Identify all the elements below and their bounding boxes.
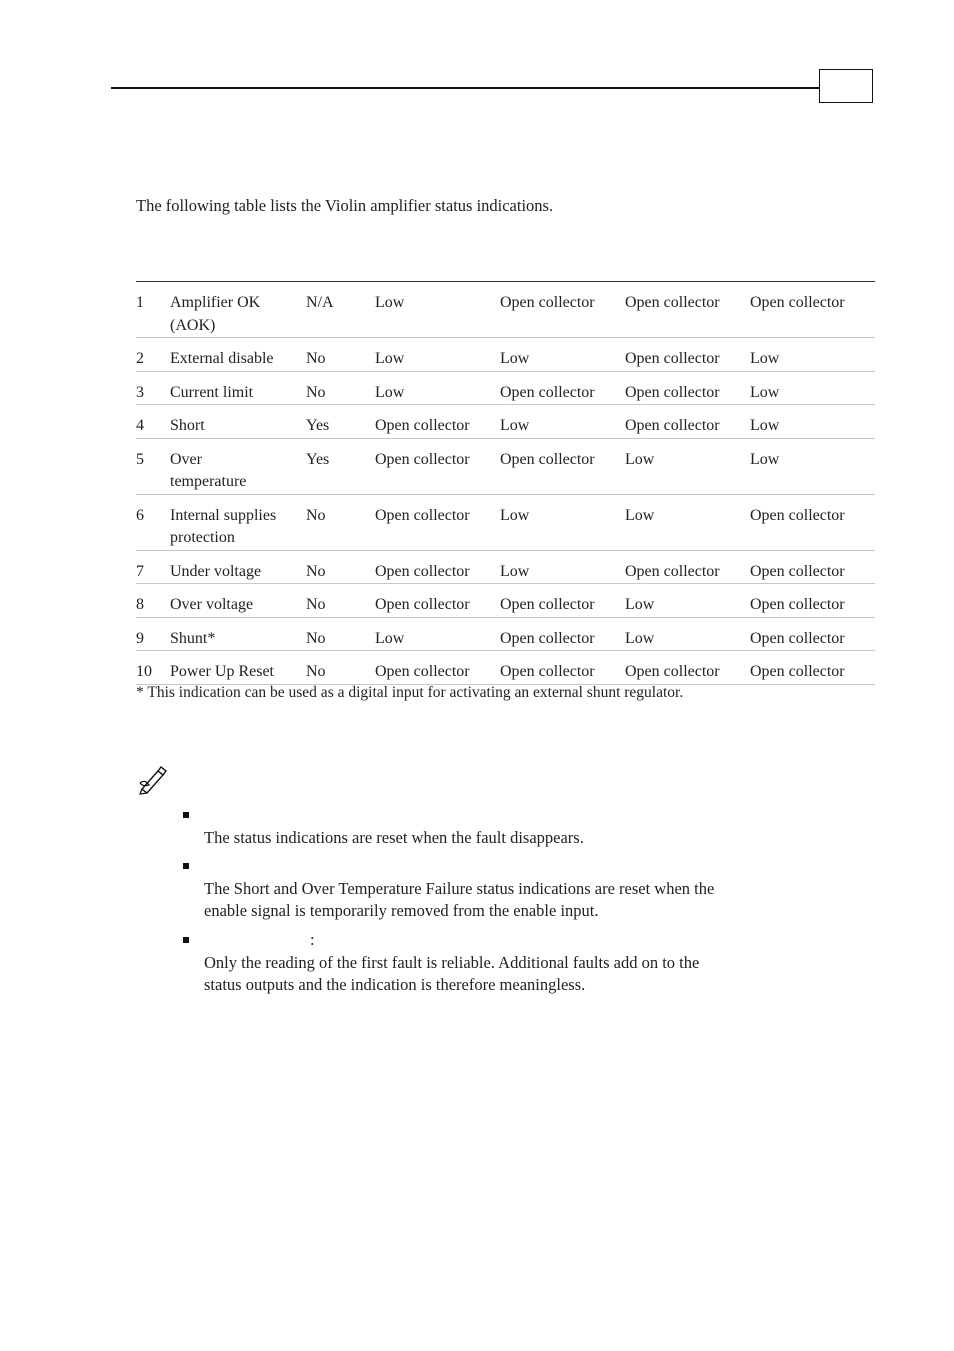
table-cell: Low — [750, 405, 875, 439]
table-cell: No — [306, 338, 375, 372]
table-cell: Open collector — [375, 438, 500, 494]
table-cell: Low — [375, 617, 500, 651]
table-cell: Low — [625, 438, 750, 494]
table-cell: Low — [750, 371, 875, 405]
table-cell: No — [306, 617, 375, 651]
table-cell: Shunt* — [170, 617, 306, 651]
table-cell: Yes — [306, 405, 375, 439]
table-cell: Power Up Reset — [170, 651, 306, 685]
note-text: status outputs and the indication is therefore meaningless. — [204, 975, 586, 994]
bullet-marker — [183, 937, 189, 943]
table-cell: Low — [500, 405, 625, 439]
table-cell: Over temperature — [170, 438, 306, 494]
table-cell: Open collector — [500, 371, 625, 405]
note-text: The status indications are reset when the fault disappears. — [204, 828, 584, 847]
bullet-marker — [183, 812, 189, 818]
table-row — [136, 550, 875, 584]
table-cell: Amplifier OK (AOK) — [170, 282, 306, 338]
table-cell: No — [306, 651, 375, 685]
table-cell: External disable — [170, 338, 306, 372]
table-cell: Internal supplies protection — [170, 494, 306, 550]
table-cell: 9 — [136, 617, 170, 651]
table-cell: Open collector — [625, 405, 750, 439]
table-cell: Open collector — [375, 550, 500, 584]
table-cell: Low — [625, 617, 750, 651]
table-cell: Open collector — [625, 651, 750, 685]
table-row — [136, 494, 875, 550]
table-cell: Open collector — [500, 282, 625, 338]
table-cell: Low — [375, 371, 500, 405]
table-cell: Low — [500, 338, 625, 372]
table-footnote: * This indication can be used as a digital input for activating an external shunt regulator. — [136, 684, 684, 701]
table-cell: 2 — [136, 338, 170, 372]
note-colon: : — [310, 930, 315, 949]
table-cell: 5 — [136, 438, 170, 494]
table-cell: Open collector — [500, 438, 625, 494]
table-row — [136, 438, 875, 494]
table-cell: Open collector — [625, 550, 750, 584]
table-cell: Current limit — [170, 371, 306, 405]
table-cell: N/A — [306, 282, 375, 338]
table-cell: 4 — [136, 405, 170, 439]
table-row — [136, 651, 875, 685]
header-rule — [111, 87, 819, 89]
table-cell: Open collector — [375, 405, 500, 439]
table-cell: Open collector — [375, 651, 500, 685]
note-text: The Short and Over Temperature Failure status indications are reset when the — [204, 879, 715, 898]
table-cell: Open collector — [750, 651, 875, 685]
table-cell: Under voltage — [170, 550, 306, 584]
table-row — [136, 584, 875, 618]
intro-text: The following table lists the Violin amplifier status indications. — [136, 196, 554, 215]
table-cell: Open collector — [750, 282, 875, 338]
table-cell: No — [306, 584, 375, 618]
status-indications-table — [136, 282, 875, 685]
table-cell: Open collector — [500, 617, 625, 651]
table-cell: Open collector — [750, 550, 875, 584]
table-cell: Low — [625, 584, 750, 618]
table-cell: Open collector — [375, 584, 500, 618]
table-cell: 7 — [136, 550, 170, 584]
table-cell: Low — [500, 550, 625, 584]
table-cell: Open collector — [500, 651, 625, 685]
table-cell: Open collector — [750, 584, 875, 618]
bullet-marker — [183, 863, 189, 869]
table-row — [136, 282, 875, 338]
table-cell: Open collector — [750, 494, 875, 550]
table-cell: Open collector — [625, 338, 750, 372]
table-cell: Low — [750, 438, 875, 494]
note-text: enable signal is temporarily removed from the enable input. — [204, 901, 599, 920]
table-cell: Open collector — [750, 617, 875, 651]
table-row — [136, 617, 875, 651]
table-row — [136, 338, 875, 372]
table-cell: Over voltage — [170, 584, 306, 618]
table-cell: Low — [500, 494, 625, 550]
table-cell: Low — [375, 338, 500, 372]
table-cell: 3 — [136, 371, 170, 405]
table-cell: No — [306, 371, 375, 405]
table-row — [136, 371, 875, 405]
table-cell: Open collector — [375, 494, 500, 550]
table-cell: Open collector — [625, 282, 750, 338]
table-cell: Short — [170, 405, 306, 439]
table-cell: 8 — [136, 584, 170, 618]
table-cell: Yes — [306, 438, 375, 494]
note-pencil-icon — [137, 765, 167, 795]
table-cell: Low — [375, 282, 500, 338]
table-cell: No — [306, 550, 375, 584]
table-cell: Open collector — [625, 371, 750, 405]
table-cell: No — [306, 494, 375, 550]
note-text: Only the reading of the first fault is reliable. Additional faults add on to the — [204, 953, 700, 972]
table-cell: Low — [750, 338, 875, 372]
table-cell: Open collector — [500, 584, 625, 618]
table-cell: 1 — [136, 282, 170, 338]
table-cell: 6 — [136, 494, 170, 550]
page-number-box — [819, 69, 873, 103]
table-cell: Low — [625, 494, 750, 550]
table-cell: 10 — [136, 651, 170, 685]
table-row — [136, 405, 875, 439]
